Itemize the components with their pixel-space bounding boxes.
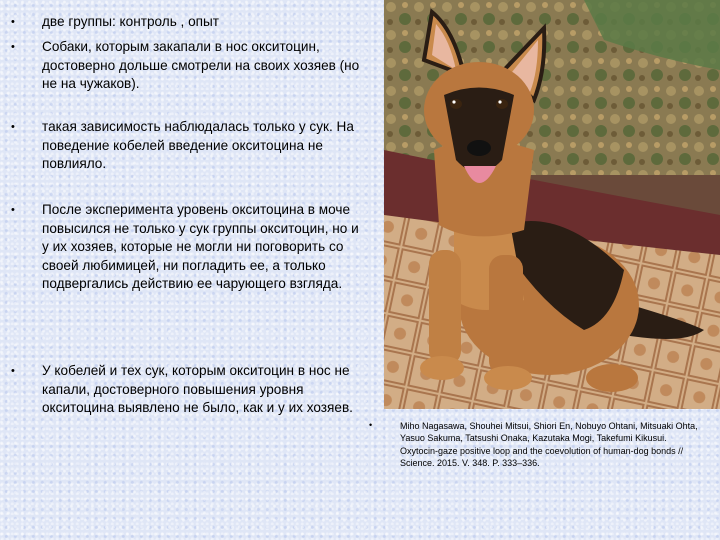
reference-citation: Miho Nagasawa, Shouhei Mitsui, Shiori En, Nobuyo Ohtani, Mitsuaki Ohta, Yasuo Sakuma, Tatsushi Onaka, Kazutaka Mogi, Takefumi Kikusui. Oxytocin-gaze positive loop and the coevolution of human-dog bonds // Science. 2015. V. 348. P. 333–336. (400, 421, 698, 469)
bullet-control-result: • У кобелей и тех сук, которым окситоцин в нос не капали, достоверного повышения уровня окситоцина выявлено не было, как и у их хозяев. (42, 362, 360, 418)
bullet-urine-oxytocin: • После эксперимента уровень окситоцина в моче повысился не только у сук группы окситоцин, но и у их хозяев, которые не могли ни поговорить со своей любимицей, ни погладить ее, а только подвергались действию ее чарующего взгляда. (42, 201, 360, 294)
dog-photo (384, 0, 720, 409)
bullet-gaze-result: • Собаки, которым закапали в нос окситоцин, достоверно дольше смотрели на своих хозяев (но не на чужаков). (42, 38, 360, 94)
bullet-females-only: • такая зависимость наблюдалась только у сук. На поведение кобелей введение окситоцина не повлияло. (42, 118, 360, 174)
dog-illustration (384, 0, 720, 409)
reference-bullet-icon: • (369, 420, 373, 430)
bullet-groups: • две группы: контроль , опыт (42, 13, 360, 32)
